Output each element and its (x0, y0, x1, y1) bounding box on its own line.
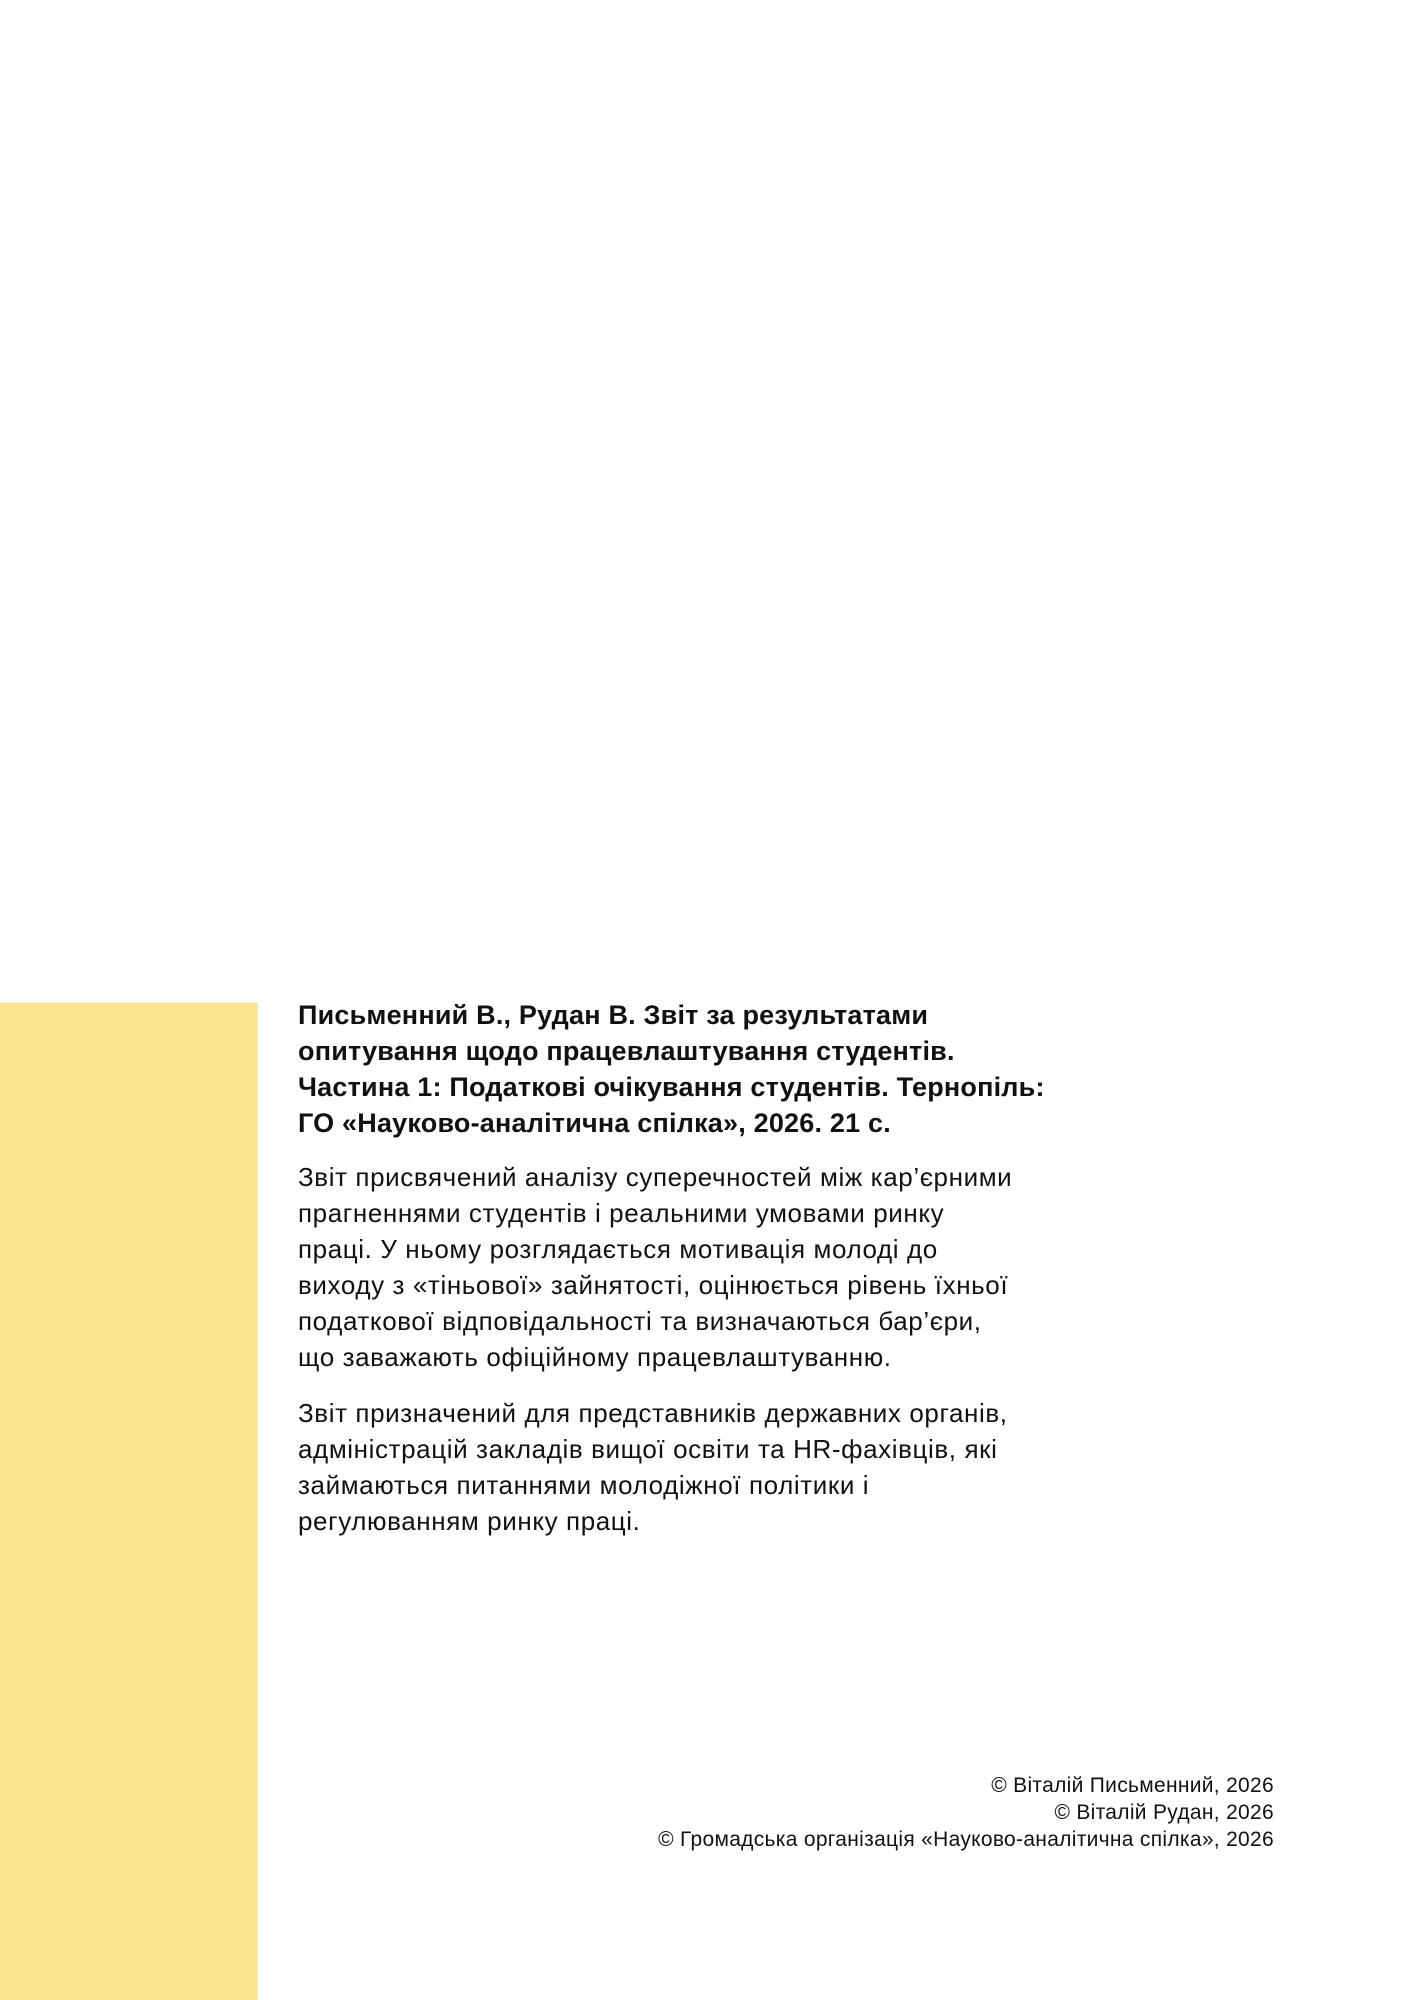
abstract-line: прагненнями студентів і реальними умовами ринку (298, 1198, 945, 1228)
copyright-notices (658, 1772, 1274, 1853)
abstract-line: виходу з «тіньової» зайнятості, оцінюється рівень їхньої (298, 1270, 1009, 1300)
abstract-line: податкової відповідальності та визначаються бар’єри, (298, 1306, 982, 1336)
abstract-line: регулюванням ринку праці. (298, 1506, 641, 1536)
citation-line: Письменний В., Рудан В. Звіт за результатами (298, 1000, 929, 1030)
citation-line: опитування щодо працевлаштування студентів. (298, 1036, 955, 1066)
copyright-line: © Віталій Письменний, 2026 (991, 1774, 1274, 1797)
copyright-line: © Віталій Рудан, 2026 (1054, 1801, 1274, 1824)
bibliographic-citation (298, 997, 1158, 1141)
citation-line: Частина 1: Податкові очікування студентів. Тернопіль: (298, 1072, 1045, 1102)
abstract-line: Звіт призначений для представників державних органів, (298, 1398, 1008, 1428)
abstract-line: що заважають офіційному працевлаштуванню. (298, 1342, 892, 1372)
abstract-paragraph-1 (298, 1159, 1158, 1375)
yellow-accent-bar (0, 1003, 258, 2000)
abstract-paragraph-2 (298, 1395, 1158, 1539)
imprint-block (298, 997, 1158, 1559)
copyright-line: © Громадська організація «Науково-аналітична спілка», 2026 (658, 1828, 1274, 1851)
abstract-line: адміністрацій закладів вищої освіти та HR-фахівців, які (298, 1434, 998, 1464)
citation-line: ГО «Науково-аналітична спілка», 2026. 21 с. (298, 1108, 891, 1138)
abstract-line: займаються питаннями молодіжної політики і (298, 1470, 870, 1500)
abstract-line: Звіт присвячений аналізу суперечностей між кар’єрними (298, 1162, 1013, 1192)
abstract-line: праці. У ньому розглядається мотивація молоді до (298, 1234, 938, 1264)
